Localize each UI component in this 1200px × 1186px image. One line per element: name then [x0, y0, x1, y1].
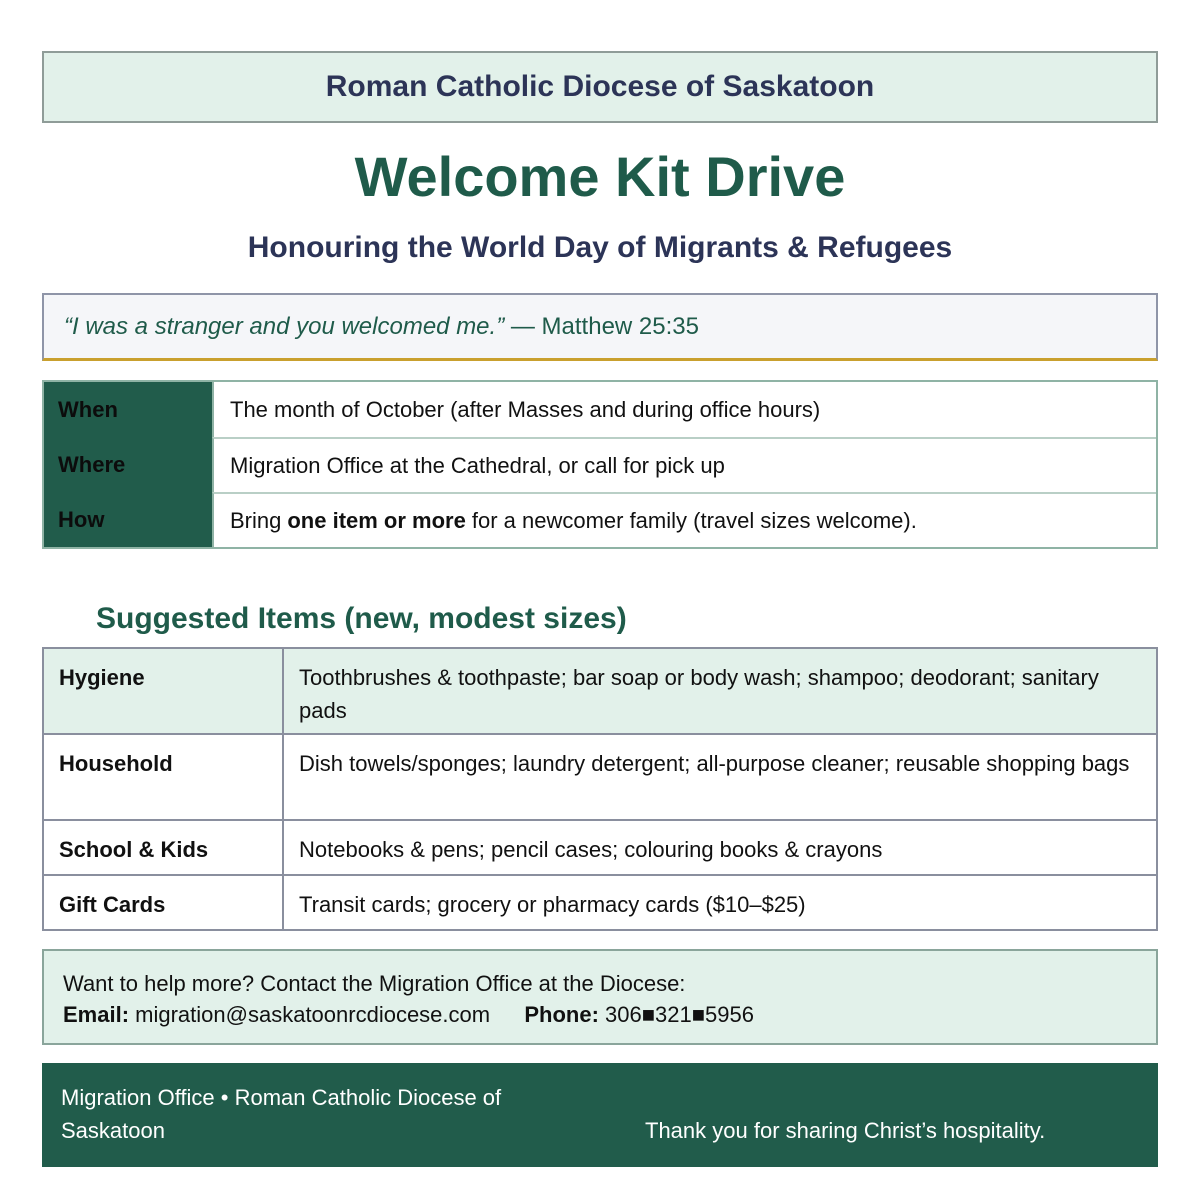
suggested-items-heading: Suggested Items (new, modest sizes): [96, 602, 627, 635]
details-value: [212, 492, 1156, 547]
table-row: [44, 733, 1156, 819]
organization-name: Roman Catholic Diocese of Saskatoon: [325, 70, 875, 103]
organization-banner: [42, 51, 1158, 123]
page-title: Welcome Kit Drive: [354, 145, 846, 208]
quote-text: “I was a stranger and you welcomed me.”: [64, 312, 505, 340]
details-label: Where: [44, 437, 212, 492]
item-description: Toothbrushes & toothpaste; bar soap or body wash; shampoo; deodorant; sanitary pads: [299, 665, 1099, 723]
footer-organization: Migration Office • Roman Catholic Diocese of Saskatoon: [61, 1085, 502, 1143]
item-description: Transit cards; grocery or pharmacy cards ($10–$25): [299, 892, 806, 917]
item-category: School & Kids: [44, 821, 284, 874]
phone-number: 306■321■5956: [605, 1002, 754, 1027]
item-category: Household: [44, 735, 284, 819]
details-row-where: [44, 437, 1156, 492]
details-value: The month of October (after Masses and during office hours): [212, 382, 1156, 437]
item-category: Gift Cards: [44, 876, 284, 929]
table-row: [44, 874, 1156, 929]
table-row: [44, 819, 1156, 874]
page-subtitle: Honouring the World Day of Migrants & Refugees: [247, 231, 953, 264]
email-link[interactable]: migration@saskatoonrcdiocese.com: [135, 1002, 491, 1027]
item-category: Hygiene: [44, 649, 284, 733]
suggested-items-table: [42, 647, 1158, 931]
details-row-how: [44, 492, 1156, 547]
quote-citation: Matthew 25:35: [541, 312, 699, 340]
quote-separator: —: [504, 312, 542, 340]
how-text-before: Bring: [230, 507, 282, 533]
details-label: When: [44, 382, 212, 437]
flyer: [42, 51, 1158, 1167]
contact-details: [63, 999, 1156, 1030]
phone-label: Phone:: [524, 1002, 599, 1027]
how-text-after: for a newcomer family (travel sizes welcome).: [471, 507, 917, 533]
contact-box: [42, 949, 1158, 1045]
contact-intro: Want to help more? Contact the Migration Office at the Diocese:: [63, 971, 686, 996]
details-value: Migration Office at the Cathedral, or call for pick up: [212, 437, 1156, 492]
email-label: Email:: [63, 1002, 130, 1027]
item-description: Dish towels/sponges; laundry detergent; all-purpose cleaner; reusable shopping bags: [299, 751, 1130, 776]
item-description: Notebooks & pens; pencil cases; colouring books & crayons: [299, 837, 883, 862]
details-label: How: [44, 492, 212, 547]
table-row: [44, 649, 1156, 733]
details-row-when: [44, 382, 1156, 437]
scripture-quote: [42, 293, 1158, 361]
details-table: [42, 380, 1158, 549]
footer-thanks: Thank you for sharing Christ’s hospitality.: [645, 1118, 1046, 1143]
how-text-emphasis: one item or more: [287, 507, 466, 533]
footer: [42, 1063, 1158, 1167]
